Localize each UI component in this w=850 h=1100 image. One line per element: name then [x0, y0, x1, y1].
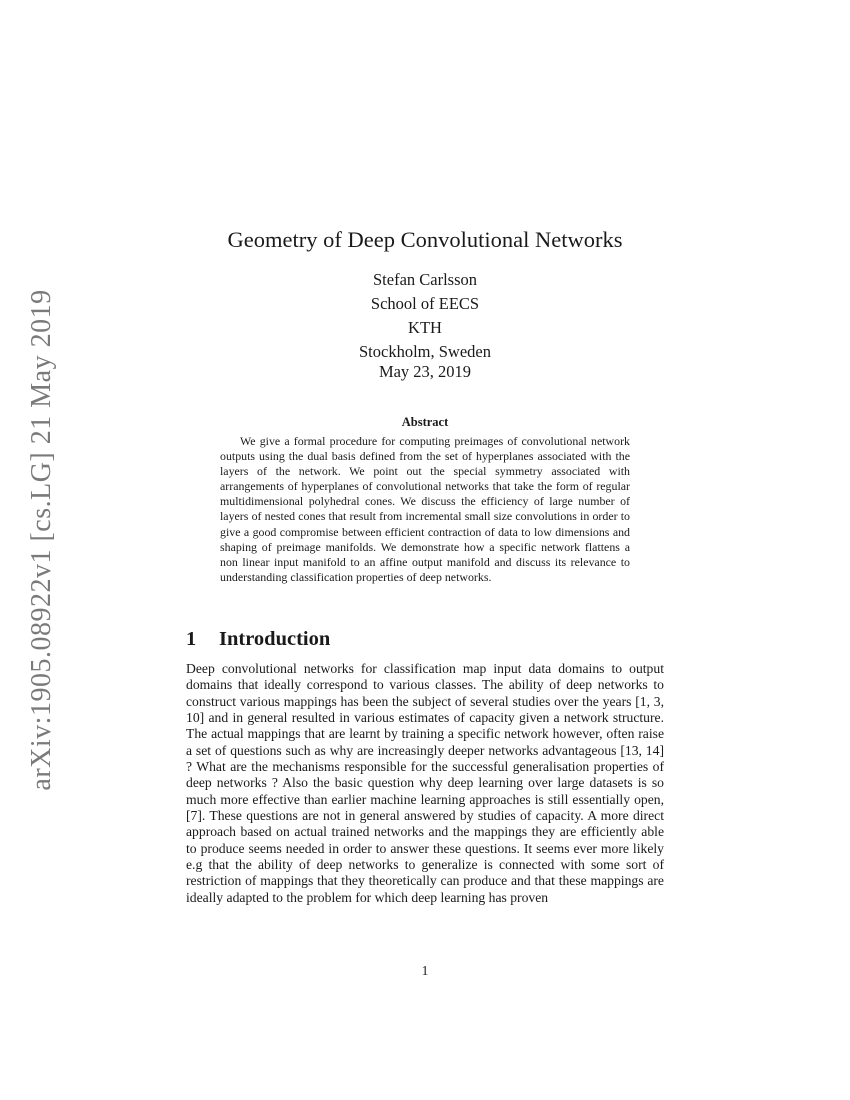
abstract-text: We give a formal procedure for computing preimages of convolutional network outputs using the dual basis defined from the set of hyperplanes associated with the layers of the network. We point out the special symmetry associated with arrangements of hyperplanes of convolutional networks that take the form of regular multidimensional polyhedral cones. We discuss the efficiency of large number of layers of nested cones that result from incremental small size convolutions in order to give a good compromise between efficient contraction of data to low dimensions and shaping of preimage manifolds. We demonstrate how a specific network flattens a non linear input manifold to an affine output manifold and discuss its relevance to understanding classification properties of deep networks.: [220, 434, 630, 584]
abstract-heading: Abstract: [401, 415, 449, 429]
author-department: School of EECS: [370, 294, 480, 313]
author-institution: KTH: [408, 318, 442, 337]
page-number: 1: [421, 963, 429, 978]
introduction-paragraph: Deep convolutional networks for classification map input data domains to output domains that ideally correspond to various classes. The ability of deep networks to construct various mappings has been the subject of several studies over the years [1, 3, 10] and in general resulted in various estimates of capacity given a network structure. The actual mappings that are learnt by training a specific network however, often raise a set of questions such as why are increasingly deeper networks advantageous [13, 14] ? What are the mechanisms responsible for the successful generalisation properties of deep networks ? Also the basic question why deep learning over large datasets is so much more effective than earlier machine learning approaches is still essentially open, [7]. These questions are not in general answered by studies of capacity. A more direct approach based on actual trained networks and the mappings they are efficiently able to produce seems needed in order to answer these questions. It seems ever more likely e.g that the ability of deep networks to generalize is connected with some sort of restriction of mappings that they theoretically can produce and that these mappings are ideally adapted to the problem for which deep learning has proven: [186, 661, 664, 905]
author-location: Stockholm, Sweden: [359, 342, 491, 361]
section-heading: [186, 626, 330, 652]
paper-date: May 23, 2019: [378, 362, 472, 381]
arxiv-identifier-stamp: arXiv:1905.08922v1 [cs.LG] 21 May 2019: [26, 289, 57, 791]
author-name: Stefan Carlsson: [372, 270, 478, 289]
section-title: Introduction: [219, 628, 331, 650]
paper-title: Geometry of Deep Convolutional Networks: [227, 227, 623, 252]
author-block: [0, 268, 850, 364]
section-number: 1: [186, 628, 197, 650]
